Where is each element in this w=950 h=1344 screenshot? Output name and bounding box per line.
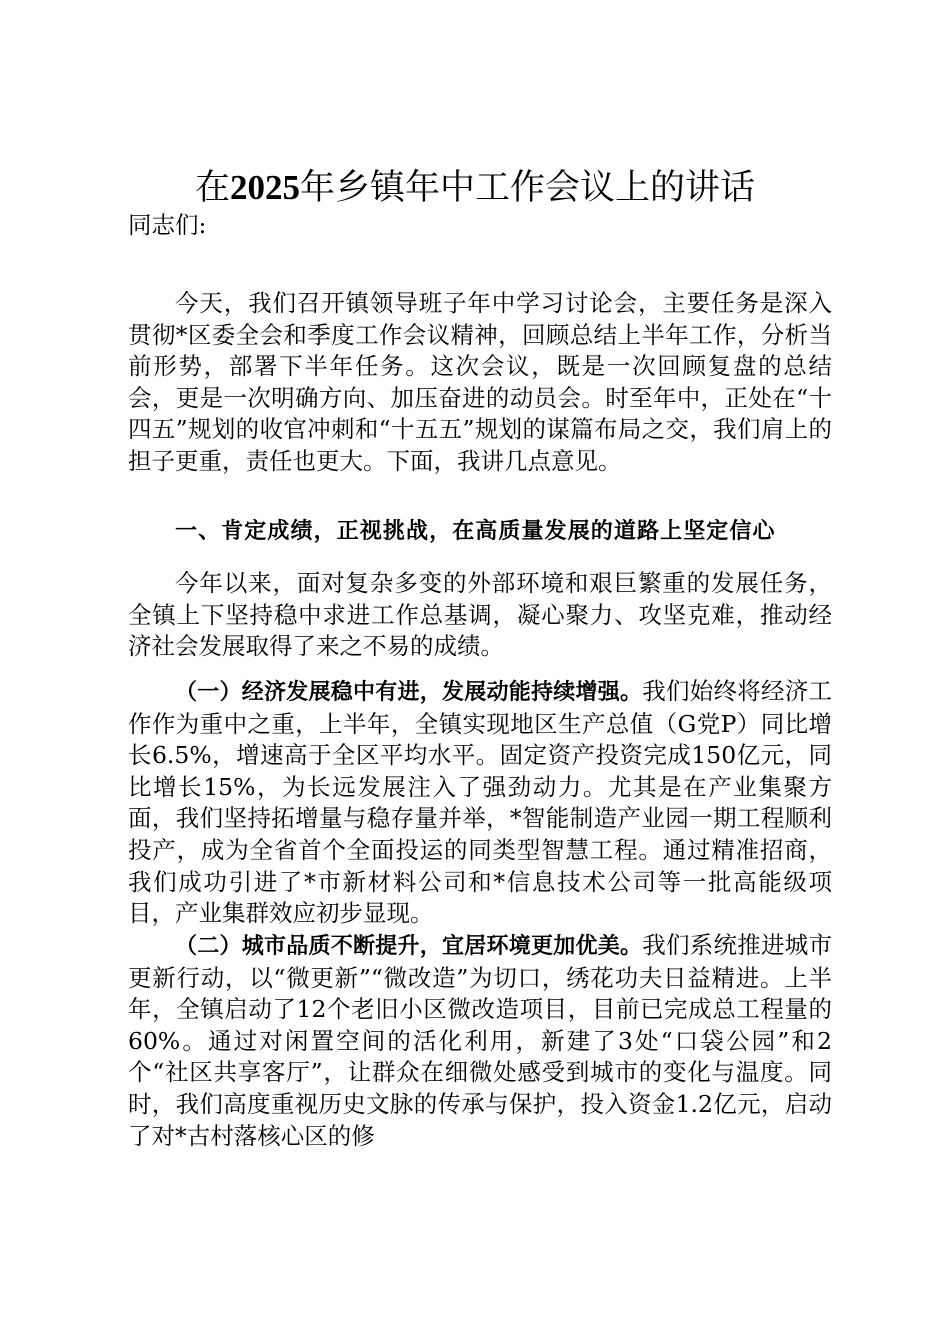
title-year: 2025 — [230, 168, 300, 207]
title-suffix: 年乡镇年中工作会议上的讲话 — [300, 168, 756, 208]
document-title — [0, 162, 950, 214]
economy-paragraph — [128, 676, 832, 930]
urban-quality-subheading: （二）城市品质不断提升，宜居环境更加优美。 — [175, 934, 643, 959]
economy-body: 我们始终将经济工作作为重中之重，上半年，全镇实现地区生产总值（G党P）同比增长6.5%，增速高于全区平均水平。固定资产投资完成150亿元，同比增长15%，为长远发展注入了强劲动力。尤其是在产业集聚方面，我们坚持拓增量与稳存量并举，*智能制造产业园一期工程顺利投产，成为全省首个全面投运的同类型智慧工程。通过精准招商，我们成功引进了*市新材料公司和*信息技术公司等一批高能级项目，产业集群效应初步显现。 — [128, 677, 832, 928]
urban-quality-paragraph — [128, 930, 832, 1152]
title-prefix: 在 — [194, 168, 230, 208]
urban-quality-body: 我们系统推进城市更新行动，以“微更新”“微改造”为切口，绣花功夫日益精进。上半年，全镇启动了12个老旧小区微改造项目，目前已完成总工程量的60%。通过对闲置空间的活化利用，新建了3处“口袋公园”和2个“社区共享客厅”，让群众在细微处感受到城市的变化与温度。同时，我们高度重视历史文脉的传承与保护，投入资金1.2亿元，启动了对*古村落核心区的修 — [128, 931, 832, 1150]
section-1-intro-paragraph: 今年以来，面对复杂多变的外部环境和艰巨繁重的发展任务，全镇上下坚持稳中求进工作总基调，凝心聚力、攻坚克难，推动经济社会发展取得了来之不易的成绩。 — [128, 569, 832, 661]
economy-subheading: （一）经济发展稳中有进，发展动能持续增强。 — [175, 680, 643, 705]
section-heading-1: 一、肯定成绩，正视挑战，在高质量发展的道路上坚定信心 — [175, 519, 776, 544]
salutation: 同志们: — [128, 211, 207, 239]
intro-paragraph: 今天，我们召开镇领导班子年中学习讨论会，主要任务是深入贯彻*区委全会和季度工作会议精神，回顾总结上半年工作，分析当前形势，部署下半年任务。这次会议，既是一次回顾复盘的总结会，更是一次明确方向、加压奋进的动员会。时至年中，正处在“十四五”规划的收官冲刺和“十五五”规划的谋篇布局之交，我们肩上的担子更重，责任也更大。下面，我讲几点意见。 — [128, 289, 832, 475]
